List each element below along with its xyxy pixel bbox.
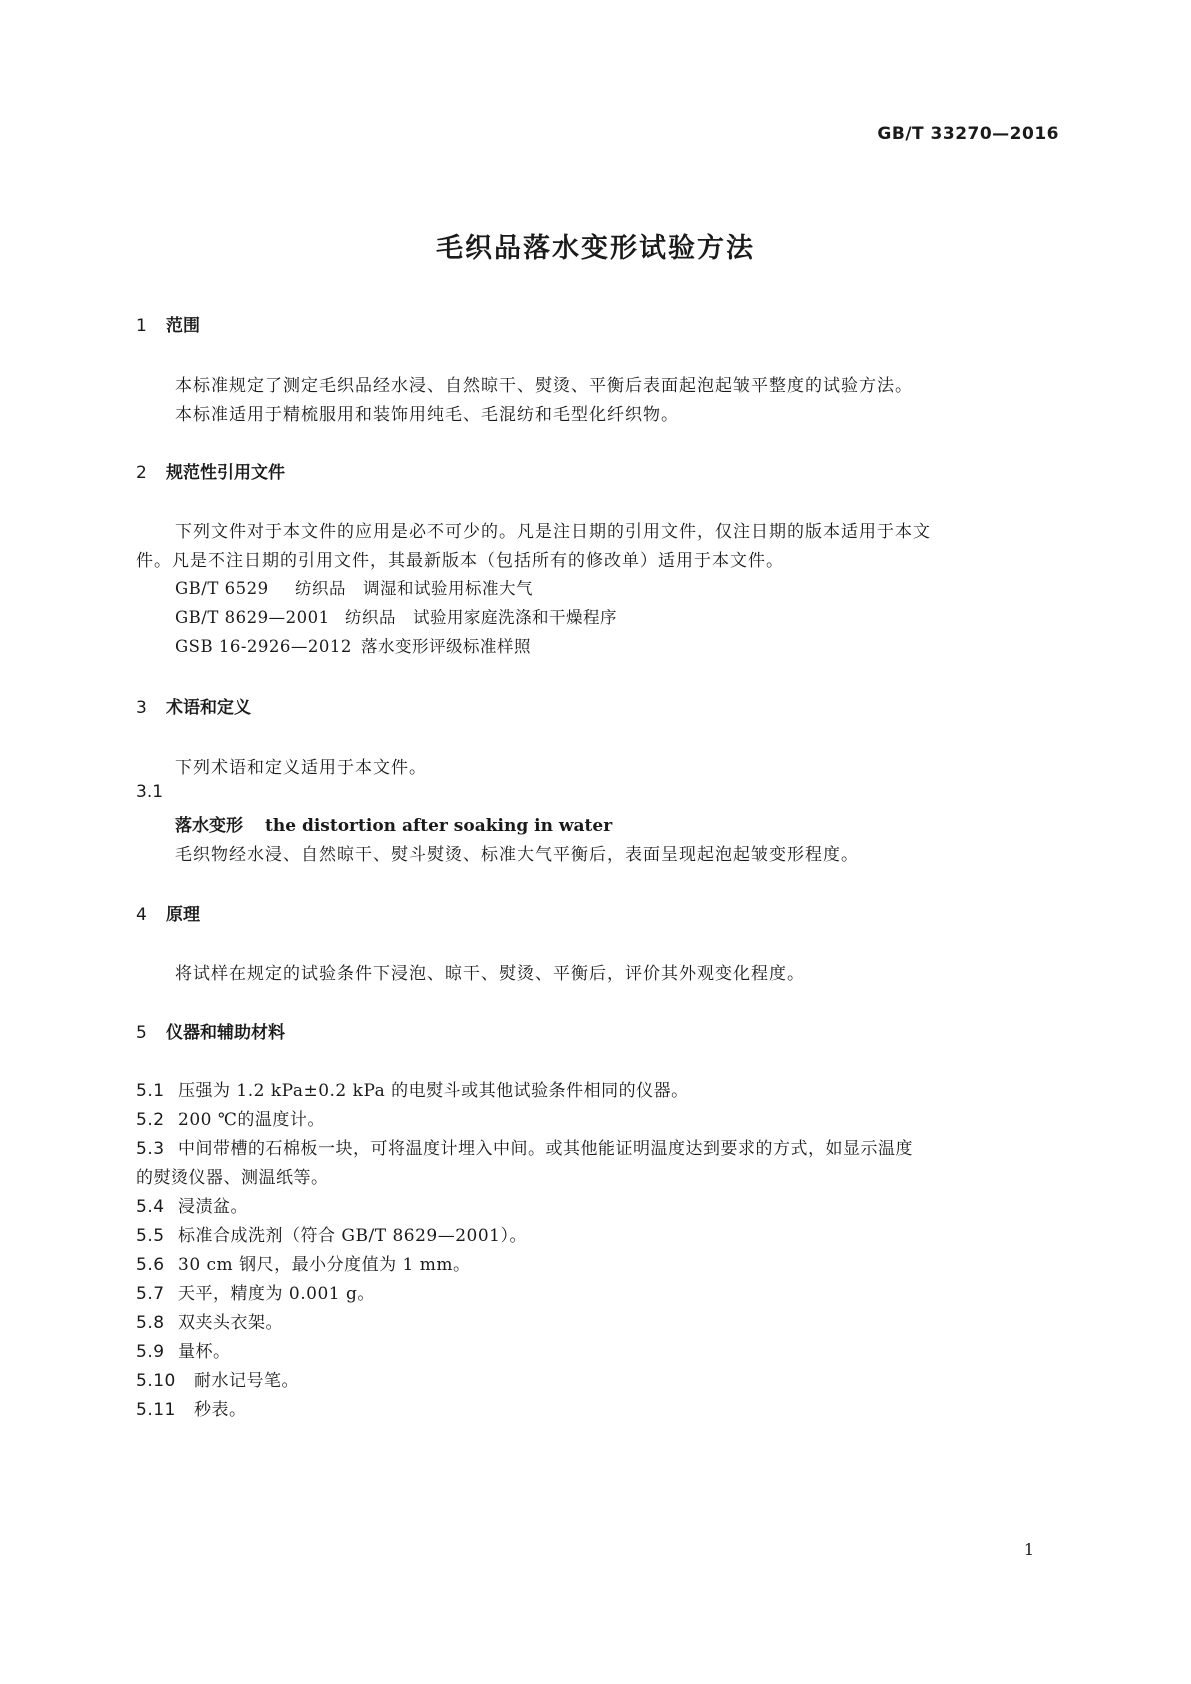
item-number: 5.11	[136, 1400, 176, 1420]
item-number: 5.9	[136, 1342, 165, 1362]
section-number: 5	[136, 1023, 147, 1043]
section-5-heading	[136, 1018, 285, 1043]
paragraph-continuation: 件。凡是不注日期的引用文件，其最新版本（包括所有的修改单）适用于本文件。	[136, 551, 784, 571]
reference-code: GB/T 8629—2001	[175, 608, 330, 627]
item-text: 天平，精度为 0.001 g。	[178, 1284, 375, 1304]
section-4-heading	[136, 900, 200, 925]
term-english: the distortion after soaking in water	[265, 816, 613, 836]
item-number: 5.5	[136, 1226, 165, 1246]
item-number: 5.7	[136, 1284, 165, 1304]
paragraph: 本标准规定了测定毛织品经水浸、自然晾干、熨烫、平衡后表面起泡起皱平整度的试验方法。	[175, 376, 913, 396]
paragraph: 下列文件对于本文件的应用是必不可少的。凡是注日期的引用文件，仅注日期的版本适用于本文	[175, 522, 931, 542]
item-number: 5.2	[136, 1110, 165, 1130]
item-text: 中间带槽的石棉板一块，可将温度计埋入中间。或其他能证明温度达到要求的方式，如显示温度	[178, 1139, 913, 1159]
term-entry	[175, 811, 612, 836]
section-number: 1	[136, 316, 147, 336]
list-item	[136, 1366, 299, 1391]
list-item	[136, 1134, 913, 1159]
list-item-continuation: 的熨烫仪器、测温纸等。	[136, 1168, 329, 1188]
normative-reference	[175, 633, 531, 657]
section-title: 仪器和辅助材料	[166, 1023, 285, 1043]
paragraph: 下列术语和定义适用于本文件。	[175, 758, 427, 778]
list-item	[136, 1076, 689, 1101]
item-text: 双夹头衣架。	[178, 1313, 283, 1333]
list-item	[136, 1308, 283, 1333]
item-text: 200 ℃的温度计。	[178, 1110, 325, 1130]
item-number: 5.10	[136, 1371, 176, 1391]
reference-title: 纺织品 调湿和试验用标准大气	[295, 579, 533, 598]
section-title: 术语和定义	[166, 698, 251, 718]
reference-code: GB/T 6529	[175, 579, 269, 598]
normative-reference	[175, 604, 617, 628]
item-text: 浸渍盆。	[178, 1197, 248, 1217]
list-item	[136, 1192, 248, 1217]
list-item	[136, 1395, 247, 1420]
section-3-heading	[136, 693, 251, 718]
section-title: 原理	[166, 905, 200, 925]
section-1-heading	[136, 311, 200, 336]
reference-code: GSB 16-2926—2012	[175, 637, 352, 656]
list-item	[136, 1250, 470, 1275]
item-number: 5.8	[136, 1313, 165, 1333]
section-number: 3	[136, 698, 147, 718]
paragraph: 本标准适用于精梳服用和装饰用纯毛、毛混纺和毛型化纤织物。	[175, 405, 679, 425]
reference-title: 纺织品 试验用家庭洗涤和干燥程序	[345, 608, 617, 627]
list-item	[136, 1221, 527, 1246]
list-item	[136, 1105, 325, 1130]
item-text: 耐水记号笔。	[194, 1371, 299, 1391]
list-item	[136, 1279, 375, 1304]
item-text: 30 cm 钢尺，最小分度值为 1 mm。	[178, 1255, 471, 1275]
item-text: 标准合成洗剂（符合 GB/T 8629—2001）。	[178, 1226, 527, 1246]
subclause-number: 3.1	[136, 782, 164, 802]
term-chinese: 落水变形	[175, 816, 243, 836]
section-title: 规范性引用文件	[166, 463, 285, 483]
item-number: 5.6	[136, 1255, 165, 1275]
section-2-heading	[136, 458, 285, 483]
item-number: 5.3	[136, 1139, 165, 1159]
normative-reference	[175, 575, 533, 599]
item-text: 压强为 1.2 kPa±0.2 kPa 的电熨斗或其他试验条件相同的仪器。	[178, 1081, 689, 1101]
paragraph: 将试样在规定的试验条件下浸泡、晾干、熨烫、平衡后，评价其外观变化程度。	[175, 964, 805, 984]
page-number: 1	[1023, 1540, 1034, 1559]
standard-code: GB/T 33270—2016	[877, 124, 1059, 144]
document-title: 毛织品落水变形试验方法	[436, 233, 755, 264]
item-text: 秒表。	[194, 1400, 247, 1420]
item-number: 5.4	[136, 1197, 165, 1217]
section-title: 范围	[166, 316, 200, 336]
item-number: 5.1	[136, 1081, 165, 1101]
list-item	[136, 1337, 231, 1362]
reference-title: 落水变形评级标准样照	[361, 637, 531, 656]
term-definition: 毛织物经水浸、自然晾干、熨斗熨烫、标准大气平衡后，表面呈现起泡起皱变形程度。	[175, 845, 859, 865]
section-number: 2	[136, 463, 147, 483]
item-text: 量杯。	[178, 1342, 231, 1362]
section-number: 4	[136, 905, 147, 925]
